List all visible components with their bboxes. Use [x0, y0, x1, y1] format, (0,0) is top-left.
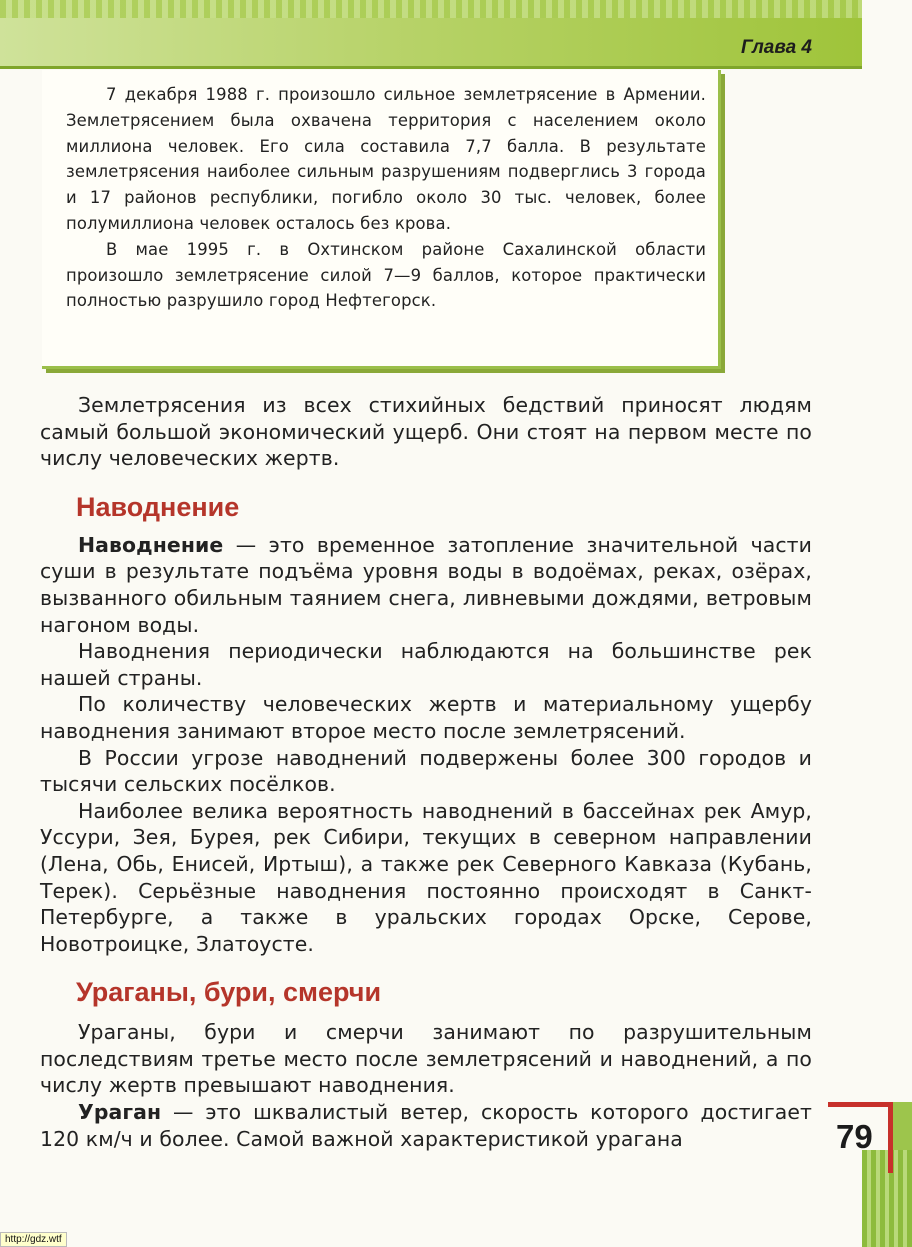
box-paragraph-neftegorsk: В мае 1995 г. в Охтинском районе Сахалинской области произошло землетрясение силой 7—9 баллов, которое практически полностью разрушило город Нефтегорск. — [66, 239, 706, 311]
section-heading-storms: Ураганы, бури, смерчи — [76, 977, 382, 1008]
flood-term: Наводнение — [78, 532, 224, 557]
section-heading-flood: Наводнение — [76, 491, 240, 522]
storms-paragraph: Ураганы, бури и смерчи занимают по разрушительным последствиям третье место после землетрясений и наводнений, а по числу жертв превышают наводнения. — [40, 1020, 812, 1098]
flood-paragraph: Наиболее велика вероятность наводнений в бассейнах рек Амур, Уссури, Зея, Бурея, рек Сибири, текущих в северном направлении (Лена, Обь, Енисей, Иртыш), а также рек Северного Кавказа (Кубань, Терек). Серьёзные наводнения постоянно происходят в Санкт-Петербурге, а также в уральских городах Орске, Серове, Новотроицке, Златоусте. — [40, 798, 812, 956]
box-paragraph-armenia: 7 декабря 1988 г. произошло сильное землетрясение в Армении. Землетрясением была охвачена территория с населением около миллиона человек. Его сила составила 7,7 балла. В результате землетрясения наиболее сильным разрушениям подверглись 3 города и 17 районов республики, погибло около 30 тыс. человек, более полумиллиона человек осталось без крова. — [66, 85, 706, 233]
flood-definition-text: — это временное затопление значительной части суши в результате подъёма уровня воды в водоёмах, реках, озёрах, вызванного обильным таянием снега, ливневыми дождями, ветровым нагоном воды. — [40, 532, 812, 637]
intro-paragraph: Землетрясения из всех стихийных бедствий приносят людям самый большой экономический ущерб. Они стоят на первом месте по числу человеческих жертв. — [40, 393, 812, 471]
flood-definition — [40, 532, 812, 638]
header-stripes — [0, 0, 862, 18]
main-text — [40, 392, 812, 1152]
hurricane-term: Ураган — [78, 1100, 162, 1125]
chapter-label: Глава 4 — [741, 37, 812, 58]
page-number: 79 — [836, 1118, 873, 1155]
earthquake-example-box — [42, 70, 721, 369]
watermark-link[interactable]: http://gdz.wtf — [0, 1232, 67, 1247]
chapter-header-band — [0, 0, 862, 69]
flood-paragraph: По количеству человеческих жертв и материальному ущербу наводнения занимают второе место после землетрясений. — [40, 692, 812, 743]
hurricane-definition — [40, 1099, 812, 1152]
hurricane-definition-text: — это шквалистый ветер, скорость которого достигает 120 км/ч и более. Самой важной характеристикой урагана — [40, 1100, 812, 1151]
flood-paragraph: В России угрозе наводнений подвержены более 300 городов и тысячи сельских посёлков. — [40, 745, 812, 797]
flood-paragraph: Наводнения периодически наблюдаются на большинстве рек нашей страны. — [40, 639, 812, 690]
